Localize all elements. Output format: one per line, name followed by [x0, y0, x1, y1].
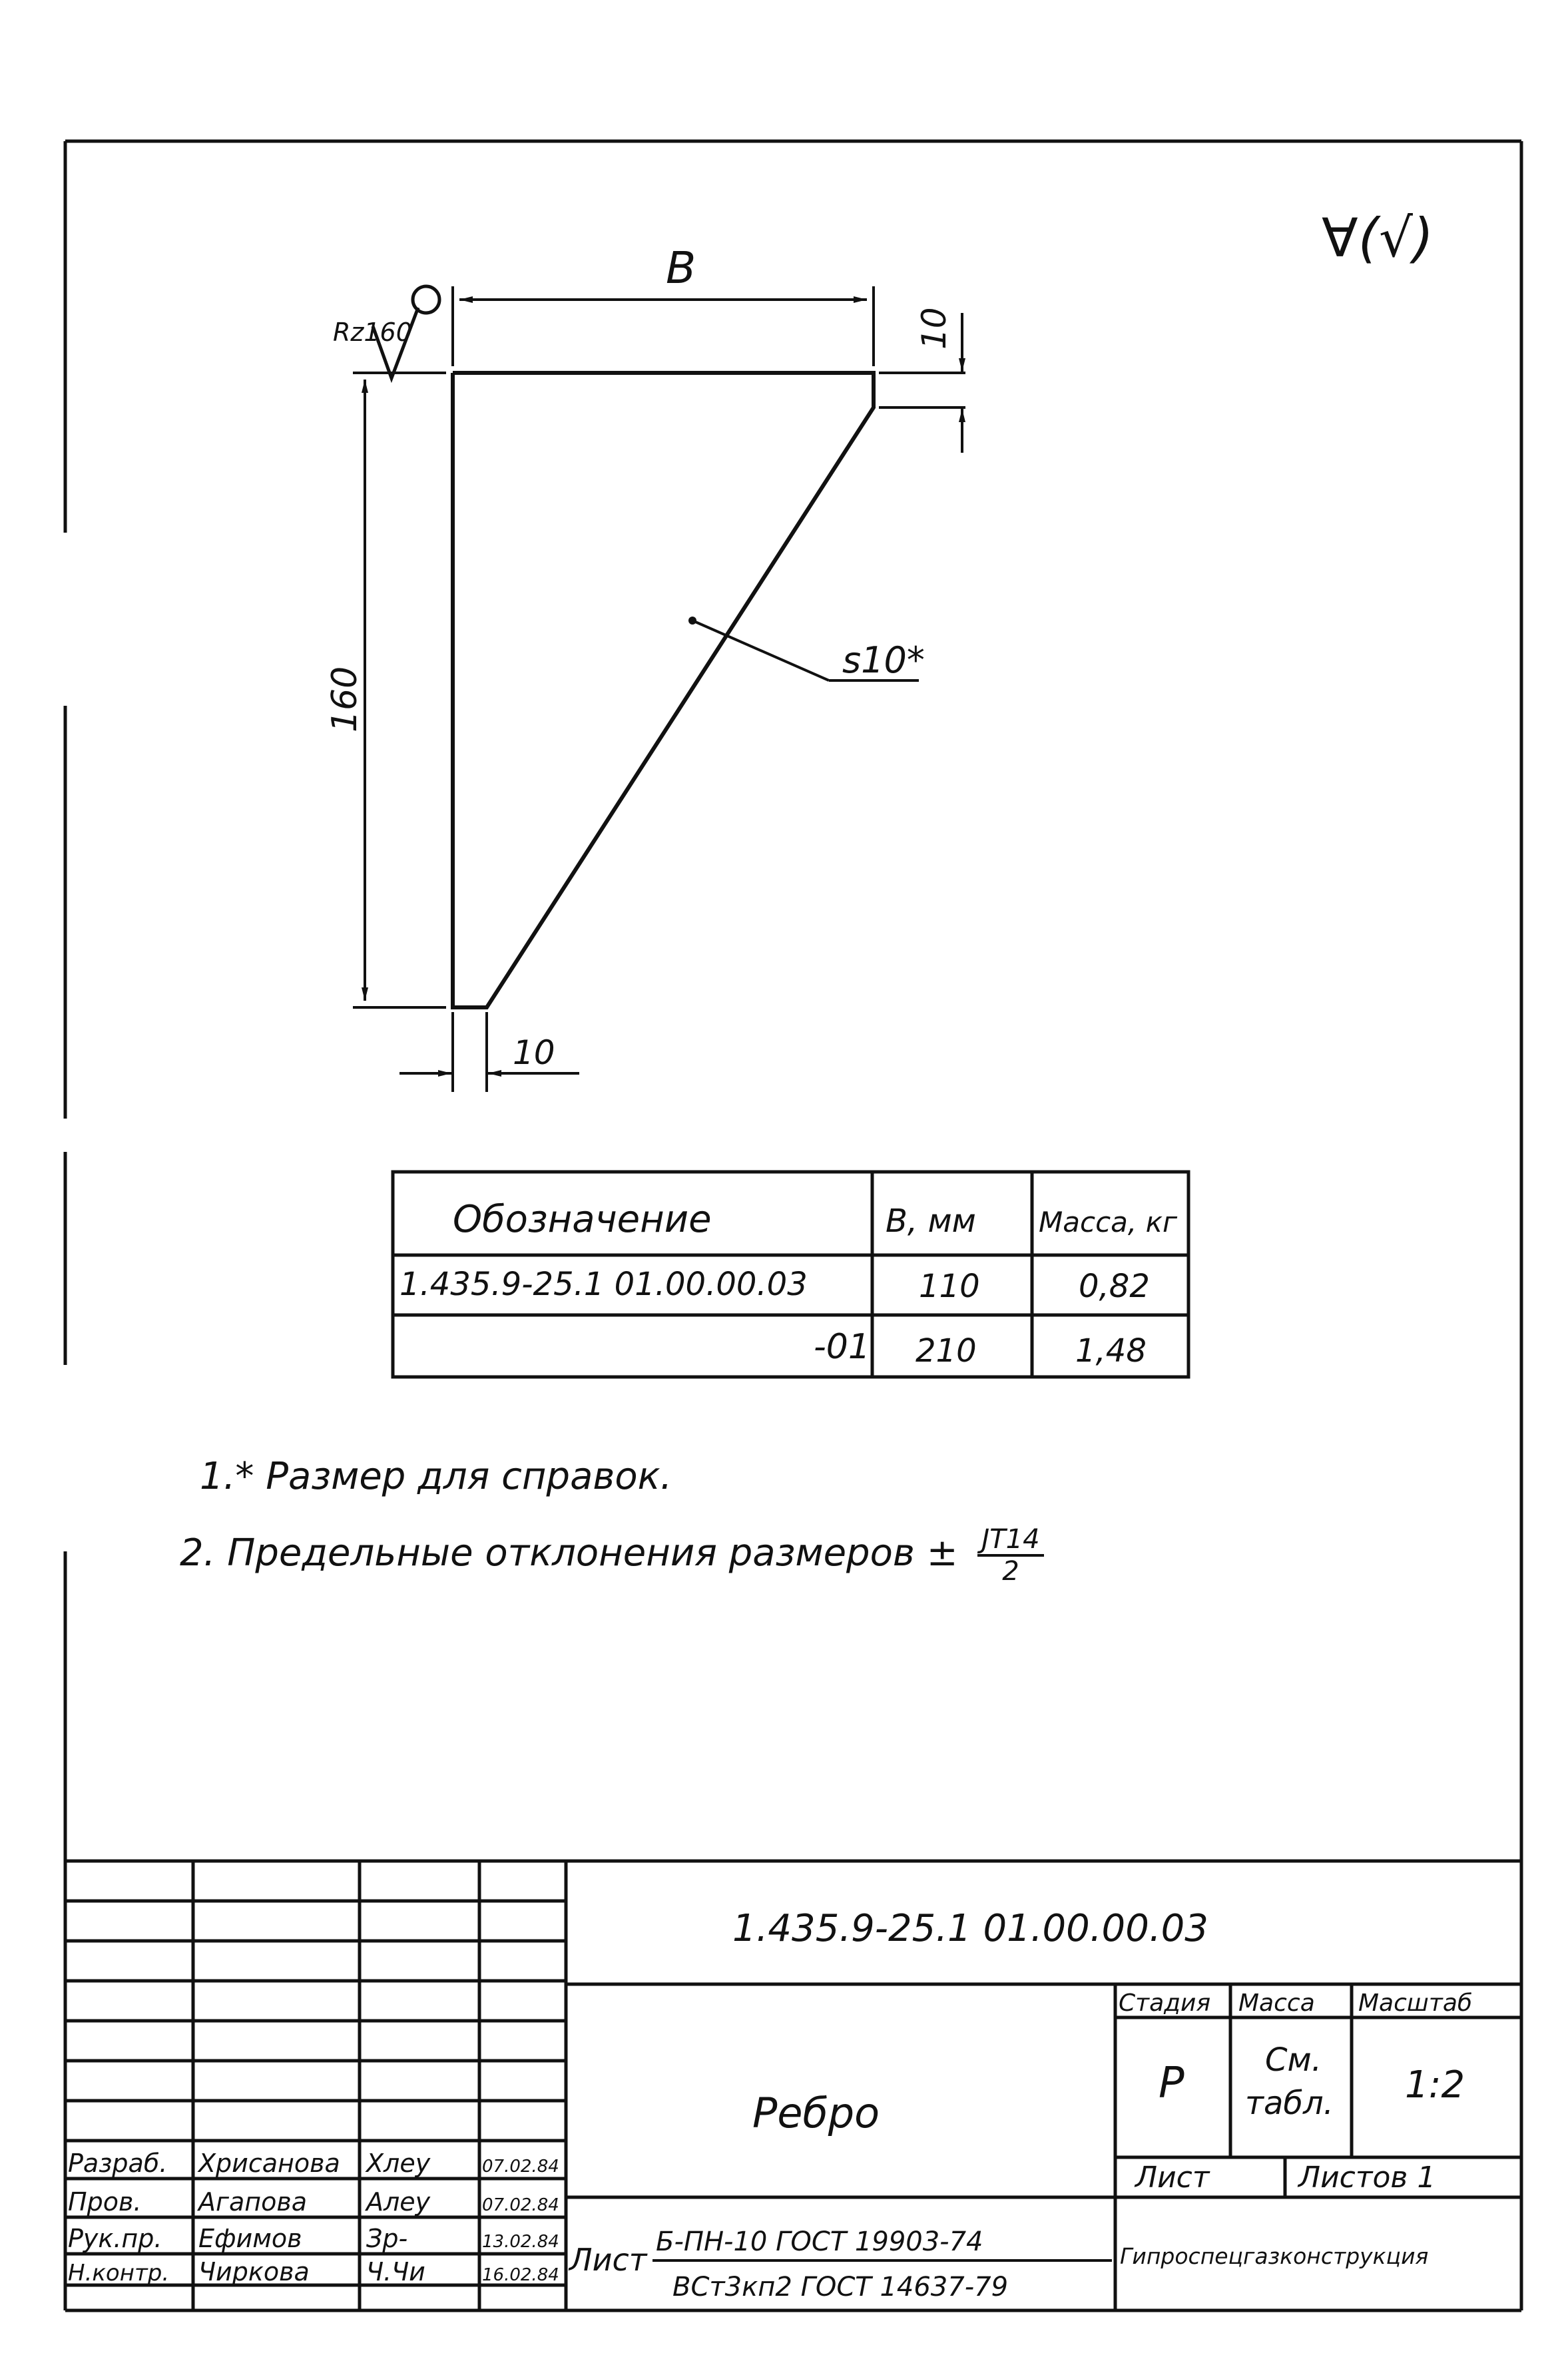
- roughness-mark: ∀(√): [1322, 207, 1434, 269]
- title-scale-header: Масштаб: [1358, 1989, 1473, 2017]
- title-stage-value: Р: [1159, 2059, 1184, 2108]
- part-outline: [453, 373, 874, 1007]
- title-material-prefix: Лист: [569, 2242, 647, 2278]
- tolerance-numerator: ЈТ14: [977, 1525, 1043, 1557]
- dim-bottom-10-label: 10: [513, 1033, 555, 1072]
- title-organization: Гипроспецгазконструкция: [1120, 2243, 1429, 2269]
- title-scale-value: 1:2: [1405, 2063, 1465, 2107]
- dim-b: [453, 286, 874, 366]
- sig-date-2: 13.02.84: [482, 2232, 559, 2252]
- dim-height: [353, 373, 446, 1007]
- title-sheets-label: Листов 1: [1298, 2161, 1436, 2195]
- table-cell-designation-0: 1.435.9-25.1 01.00.00.03: [399, 1266, 808, 1303]
- sig-sign-1: Алеу: [366, 2187, 431, 2217]
- tolerance-prefix: ±: [926, 1531, 958, 1575]
- title-designation: 1.435.9-25.1 01.00.00.03: [732, 1907, 1208, 1950]
- table-header-designation: Обозначение: [453, 1198, 712, 1241]
- title-mass-line2: табл.: [1245, 2085, 1334, 2122]
- sig-date-0: 07.02.84: [482, 2157, 559, 2177]
- title-mass-line1: См.: [1265, 2041, 1322, 2079]
- sig-sign-3: Ч.Чи: [366, 2257, 425, 2286]
- thickness-label: s10*: [842, 639, 925, 681]
- sig-role-0: Разраб.: [68, 2149, 168, 2178]
- sig-name-1: Агапова: [198, 2187, 308, 2217]
- sig-sign-0: Хлеу: [366, 2149, 431, 2178]
- roughness-label: Rz160: [333, 318, 412, 347]
- sig-date-3: 16.02.84: [482, 2265, 559, 2285]
- tolerance-fraction: [977, 1525, 1043, 1586]
- sig-name-2: Ефимов: [198, 2224, 302, 2253]
- table-header-mass: Масса, кг: [1039, 1206, 1178, 1238]
- dim-b-label: B: [666, 242, 696, 294]
- title-sheet-label: Лист: [1135, 2161, 1210, 2195]
- sig-role-3: Н.контр.: [68, 2260, 170, 2286]
- table-header-b: B, мм: [886, 1202, 976, 1240]
- sig-role-2: Рук.пр.: [68, 2224, 162, 2253]
- table-cell-designation-1: -01: [814, 1327, 870, 1367]
- sig-role-1: Пров.: [68, 2187, 142, 2217]
- note-2-text: 2. Предельные отклонения размеров: [180, 1531, 915, 1575]
- table-cell-mass-1: 1,48: [1075, 1332, 1147, 1370]
- leader-dot: [688, 617, 696, 625]
- table-cell-mass-0: 0,82: [1079, 1268, 1150, 1305]
- note-2: [180, 1525, 1044, 1586]
- table-cell-b-1: 210: [915, 1332, 977, 1370]
- dim-top-10-label: 10: [915, 307, 953, 350]
- tolerance-denominator: 2: [1002, 1556, 1019, 1587]
- title-part-name: Ребро: [752, 2089, 880, 2137]
- sig-name-3: Чиркова: [198, 2257, 310, 2286]
- sig-date-1: 07.02.84: [482, 2195, 559, 2215]
- sig-name-0: Хрисанова: [198, 2149, 340, 2178]
- note-1: 1.* Размер для справок.: [200, 1455, 672, 1498]
- dim-height-label: 160: [325, 666, 365, 732]
- sig-sign-2: Зр-: [366, 2224, 408, 2253]
- title-material-line1: Б-ПН-10 ГОСТ 19903-74: [656, 2227, 983, 2257]
- title-mass-header: Масса: [1238, 1989, 1315, 2017]
- title-stage-header: Стадия: [1119, 1989, 1211, 2017]
- title-material-line2: ВСт3кп2 ГОСТ 14637-79: [672, 2272, 1009, 2302]
- table-cell-b-0: 110: [919, 1268, 980, 1305]
